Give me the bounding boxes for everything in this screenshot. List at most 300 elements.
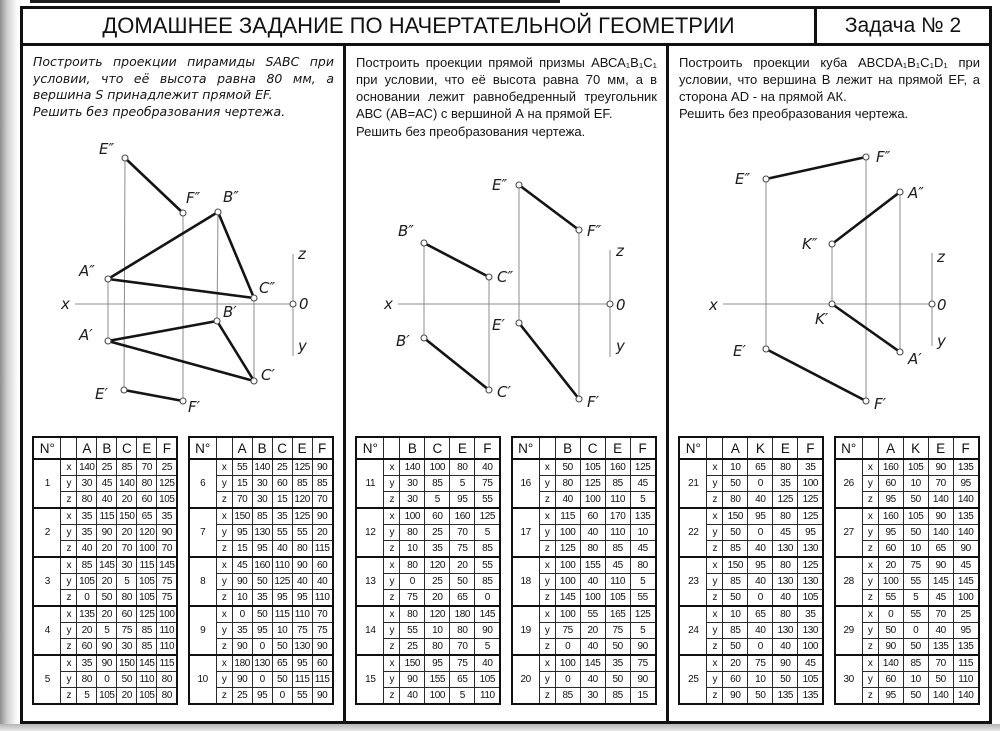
table-header-row — [356, 437, 500, 459]
coordinate-value: 60 — [580, 508, 605, 525]
coordinate-value: 140 — [953, 492, 979, 509]
point-label: B″ — [223, 188, 239, 206]
coordinate-value: 130 — [292, 639, 312, 656]
point-marker — [486, 387, 492, 393]
coordinate-value: 90 — [157, 525, 178, 541]
coordinate-value: 160 — [450, 508, 475, 525]
coordinate-value: 105 — [157, 492, 178, 509]
coordinate-value: 65 — [748, 459, 773, 476]
coordinate-value: 125 — [630, 606, 656, 623]
coordinate-value: 85 — [312, 476, 333, 492]
coordinate-value: 60 — [77, 639, 97, 656]
point-marker — [516, 182, 522, 188]
coordinate-value: 110 — [605, 525, 630, 541]
number-column-header: N° — [512, 437, 540, 459]
coordinate-value: 100 — [137, 541, 157, 558]
axis-row-label: x — [384, 508, 400, 525]
coordinate-value: 85 — [723, 623, 748, 639]
coordinate-value: 95 — [425, 655, 450, 672]
coordinate-value: 95 — [232, 525, 252, 541]
coordinate-value: 40 — [748, 574, 773, 590]
axis-row-label: z — [707, 492, 723, 509]
point-label: K″ — [802, 235, 818, 253]
table-row — [189, 508, 333, 525]
point-column-header: E — [137, 437, 157, 459]
coordinate-value: 10 — [425, 623, 450, 639]
axis-row-label: y — [707, 476, 723, 492]
coordinate-value: 60 — [137, 492, 157, 509]
coordinate-value: 60 — [312, 655, 333, 672]
scan-edge-artifact-left — [0, 0, 18, 731]
coordinate-value: 160 — [878, 459, 903, 476]
coordinate-value: 130 — [773, 574, 798, 590]
point-label: A″ — [79, 262, 95, 280]
coordinate-value: 55 — [272, 525, 292, 541]
coordinate-value: 50 — [928, 672, 953, 688]
scan-edge-artifact-bottom — [0, 724, 1000, 731]
point-label: E″ — [492, 176, 508, 194]
point-column-header: C — [117, 437, 137, 459]
coordinate-value: 105 — [798, 590, 824, 607]
coordinate-value: 0 — [748, 476, 773, 492]
coordinate-value: 45 — [97, 476, 117, 492]
point-label: E′ — [733, 342, 746, 360]
blank-header-cell — [862, 437, 878, 459]
coordinate-value: 45 — [630, 541, 656, 558]
origin-marker — [929, 301, 935, 307]
edge-line — [766, 157, 866, 179]
coordinate-value: 40 — [748, 541, 773, 558]
coordinate-value: 90 — [97, 639, 117, 656]
point-label: 0 — [616, 296, 626, 314]
axis-row-label: y — [384, 672, 400, 688]
coordinate-value: 130 — [773, 541, 798, 558]
coordinate-value: 40 — [928, 623, 953, 639]
coordinate-value: 125 — [798, 492, 824, 509]
axis-row-label: z — [61, 688, 77, 705]
coordinate-value: 40 — [97, 492, 117, 509]
axis-row-label: y — [216, 574, 232, 590]
coordinate-value: 135 — [953, 459, 979, 476]
axis-row-label: x — [862, 508, 878, 525]
coordinate-value: 70 — [232, 492, 252, 509]
problem-number: 17 — [512, 508, 540, 557]
point-column-header: B — [97, 437, 117, 459]
coordinate-value: 75 — [312, 623, 333, 639]
coordinate-value: 90 — [928, 557, 953, 574]
coordinate-value: 60 — [117, 606, 137, 623]
coordinate-value: 75 — [450, 655, 475, 672]
coordinate-value: 0 — [97, 672, 117, 688]
coordinate-value: 90 — [878, 639, 903, 656]
point-label: B′ — [223, 303, 237, 321]
coordinate-value: 5 — [475, 639, 501, 656]
coordinate-value: 70 — [928, 476, 953, 492]
problem-number: 23 — [679, 557, 707, 606]
coordinate-value: 55 — [630, 590, 656, 607]
coordinate-value: 55 — [232, 459, 252, 476]
point-column-header: A — [232, 437, 252, 459]
axis-row-label: y — [862, 574, 878, 590]
coordinate-value: 110 — [137, 672, 157, 688]
coordinate-value: 20 — [450, 557, 475, 574]
axis-row-label: y — [384, 623, 400, 639]
table-row — [356, 459, 500, 476]
coordinate-value: 140 — [400, 459, 425, 476]
coordinate-value: 40 — [475, 459, 501, 476]
problem-number: 15 — [356, 655, 384, 704]
coordinate-value: 120 — [425, 606, 450, 623]
coordinate-value: 55 — [292, 525, 312, 541]
coordinate-value: 25 — [953, 606, 979, 623]
coordinate-value: 80 — [773, 557, 798, 574]
coordinate-value: 35 — [773, 476, 798, 492]
coordinate-value: 90 — [953, 541, 979, 558]
coordinate-value: 100 — [425, 459, 450, 476]
axis-row-label: y — [61, 525, 77, 541]
coordinate-value: 85 — [555, 688, 580, 705]
axis-row-label: z — [707, 688, 723, 705]
coordinate-tables — [346, 436, 666, 705]
coordinate-value: 40 — [773, 639, 798, 656]
coordinate-value: 5 — [630, 623, 656, 639]
axis-row-label: z — [862, 541, 878, 558]
axis-row-label: y — [707, 672, 723, 688]
table-row — [679, 508, 823, 525]
coordinate-value: 80 — [555, 476, 580, 492]
problem-text — [669, 46, 989, 123]
coordinate-value: 60 — [878, 476, 903, 492]
coordinate-value: 35 — [798, 459, 824, 476]
coordinate-value: 115 — [953, 655, 979, 672]
point-marker — [863, 398, 869, 404]
origin-marker — [607, 301, 613, 307]
coordinate-value: 30 — [77, 476, 97, 492]
coordinate-value: 40 — [580, 574, 605, 590]
coordinate-value: 95 — [292, 655, 312, 672]
table-row — [679, 459, 823, 476]
coordinate-value: 75 — [555, 623, 580, 639]
coordinate-value: 135 — [798, 688, 824, 705]
coordinate-value: 160 — [878, 508, 903, 525]
coordinate-value: 5 — [630, 574, 656, 590]
coordinate-value: 80 — [580, 541, 605, 558]
coordinate-value: 75 — [475, 476, 501, 492]
coordinate-value: 160 — [605, 459, 630, 476]
coordinate-value: 5 — [97, 623, 117, 639]
coordinate-value: 110 — [475, 688, 501, 705]
point-label: C′ — [261, 366, 275, 384]
coordinate-value: 0 — [252, 639, 272, 656]
coordinate-value: 105 — [137, 688, 157, 705]
coordinate-value: 0 — [77, 590, 97, 607]
point-label: y — [616, 337, 625, 355]
axis-row-label: z — [216, 541, 232, 558]
coordinate-value: 5 — [425, 492, 450, 509]
coordinate-value: 140 — [928, 492, 953, 509]
coordinate-value: 125 — [475, 508, 501, 525]
coordinate-tables — [669, 436, 989, 705]
axis-row-label: z — [384, 639, 400, 656]
coordinate-value: 20 — [425, 590, 450, 607]
coordinate-value: 145 — [475, 606, 501, 623]
coordinate-value: 110 — [272, 557, 292, 574]
coordinate-value: 40 — [748, 492, 773, 509]
point-label: C″ — [497, 268, 514, 286]
point-marker — [863, 154, 869, 160]
axis-row-label: z — [539, 541, 555, 558]
axis-row-label: x — [862, 557, 878, 574]
coordinate-value: 95 — [878, 688, 903, 705]
coordinate-value: 45 — [928, 590, 953, 607]
axis-row-label: z — [862, 639, 878, 656]
coordinate-value: 20 — [723, 655, 748, 672]
coordinate-value: 90 — [400, 672, 425, 688]
coordinate-value: 15 — [630, 688, 656, 705]
coordinate-value: 85 — [77, 557, 97, 574]
axis-row-label: y — [216, 476, 232, 492]
axis-row-label: y — [61, 623, 77, 639]
coordinate-value: 140 — [77, 459, 97, 476]
table-row — [512, 606, 656, 623]
point-marker — [763, 176, 769, 182]
problem-statement: Построить проекции прямой призмы АВСА₁В₁С₁ при условии, что её высота равна 70 мм, а в основании лежит равнобедренный треугольник АВС (АВ=АС) с вершиной А на прямой EF. — [356, 55, 657, 122]
coordinate-value: 85 — [252, 508, 272, 525]
coordinate-value: 80 — [157, 688, 178, 705]
point-label: B″ — [398, 222, 414, 240]
coordinate-value: 60 — [272, 476, 292, 492]
coordinate-value: 85 — [137, 639, 157, 656]
coordinate-value: 20 — [77, 623, 97, 639]
coordinate-value: 140 — [252, 459, 272, 476]
axis-row-label: y — [707, 525, 723, 541]
coordinate-value: 40 — [272, 541, 292, 558]
coordinate-value: 50 — [450, 574, 475, 590]
coordinate-table — [188, 436, 334, 705]
coordinate-value: 90 — [232, 672, 252, 688]
coordinate-value: 0 — [400, 574, 425, 590]
coordinate-value: 75 — [450, 541, 475, 558]
problem-number: 1 — [33, 459, 61, 508]
coordinate-value: 115 — [312, 541, 333, 558]
table-row — [835, 459, 979, 476]
coordinate-value: 75 — [157, 590, 178, 607]
coordinate-value: 85 — [475, 574, 501, 590]
axis-row-label: y — [862, 623, 878, 639]
number-column-header: N° — [835, 437, 863, 459]
coordinate-value: 0 — [748, 639, 773, 656]
coordinate-value: 110 — [157, 623, 178, 639]
coordinate-value: 80 — [157, 672, 178, 688]
table-row — [189, 557, 333, 574]
coordinate-value: 65 — [748, 606, 773, 623]
coordinate-value: 115 — [97, 508, 117, 525]
coordinate-value: 105 — [137, 590, 157, 607]
coordinate-value: 40 — [580, 525, 605, 541]
axis-row-label: x — [61, 606, 77, 623]
point-label: E″ — [735, 170, 751, 188]
coordinate-value: 90 — [312, 639, 333, 656]
coordinate-value: 100 — [425, 688, 450, 705]
coordinate-value: 0 — [232, 606, 252, 623]
axis-row-label: x — [216, 459, 232, 476]
axis-row-label: y — [61, 672, 77, 688]
scan-edge-artifact-top — [30, 0, 560, 3]
axis-row-label: z — [384, 492, 400, 509]
blank-header-cell — [61, 437, 77, 459]
problem-statement: Построить проекции куба ABCDA₁B₁C₁D₁ при условии, что вершина В лежит на прямой EF, а сторона AD - на прямой АК. — [679, 55, 980, 105]
coordinate-value: 25 — [97, 459, 117, 476]
axis-row-label: x — [384, 557, 400, 574]
coordinate-value: 100 — [555, 557, 580, 574]
coordinate-value: 95 — [272, 590, 292, 607]
point-marker — [180, 210, 186, 216]
axis-row-label: z — [707, 590, 723, 607]
edge-line — [218, 212, 254, 298]
problem-number: 26 — [835, 459, 863, 508]
axis-row-label: z — [539, 639, 555, 656]
table-row — [189, 606, 333, 623]
point-marker — [763, 346, 769, 352]
axis-row-label: z — [216, 492, 232, 509]
coordinate-value: 155 — [425, 672, 450, 688]
table-row — [835, 508, 979, 525]
coordinate-value: 70 — [928, 606, 953, 623]
coordinate-value: 130 — [798, 574, 824, 590]
coordinate-value: 75 — [748, 655, 773, 672]
point-column-header: A — [77, 437, 97, 459]
coordinate-value: 80 — [292, 541, 312, 558]
coordinate-value: 75 — [903, 557, 928, 574]
coordinate-value: 0 — [878, 606, 903, 623]
coordinate-value: 90 — [97, 525, 117, 541]
table-row — [356, 557, 500, 574]
coordinate-value: 75 — [292, 623, 312, 639]
point-column-header: E — [605, 437, 630, 459]
axis-row-label: x — [707, 508, 723, 525]
axis-row-label: y — [61, 574, 77, 590]
axis-row-label: y — [707, 623, 723, 639]
coordinate-value: 80 — [773, 606, 798, 623]
coordinate-value: 60 — [878, 541, 903, 558]
coordinate-value: 80 — [400, 525, 425, 541]
coordinate-value: 30 — [252, 476, 272, 492]
coordinate-value: 80 — [723, 492, 748, 509]
point-label: A′ — [79, 326, 93, 344]
axis-row-label: z — [216, 688, 232, 705]
coordinate-value: 105 — [798, 672, 824, 688]
coordinate-value: 0 — [903, 623, 928, 639]
point-marker — [897, 349, 903, 355]
coordinate-value: 65 — [928, 541, 953, 558]
table-row — [33, 655, 177, 672]
coordinate-value: 65 — [137, 508, 157, 525]
coordinate-value: 85 — [425, 476, 450, 492]
coordinate-value: 105 — [903, 459, 928, 476]
coordinate-value: 30 — [117, 639, 137, 656]
problem-number: 5 — [33, 655, 61, 704]
problem-number: 7 — [189, 508, 217, 557]
coordinate-value: 55 — [903, 574, 928, 590]
coordinate-value: 80 — [117, 590, 137, 607]
coordinate-value: 50 — [97, 590, 117, 607]
number-column-header: N° — [33, 437, 61, 459]
coordinate-value: 95 — [878, 492, 903, 509]
coordinate-table — [511, 436, 657, 705]
coordinate-value: 10 — [400, 541, 425, 558]
problem-text — [346, 46, 666, 140]
edge-line — [766, 349, 866, 401]
point-column-header: F — [798, 437, 824, 459]
coordinate-value: 50 — [272, 639, 292, 656]
coordinate-value: 180 — [450, 606, 475, 623]
coordinate-value: 50 — [605, 672, 630, 688]
coordinate-value: 100 — [400, 508, 425, 525]
point-label: A′ — [908, 350, 922, 368]
coordinate-value: 145 — [580, 655, 605, 672]
coordinate-value: 0 — [555, 672, 580, 688]
coordinate-value: 105 — [605, 590, 630, 607]
problem-number: 24 — [679, 606, 707, 655]
coordinate-value: 120 — [425, 557, 450, 574]
coordinate-value: 55 — [475, 492, 501, 509]
coordinate-value: 55 — [878, 590, 903, 607]
coordinate-value: 115 — [555, 508, 580, 525]
coordinate-value: 105 — [580, 459, 605, 476]
coordinate-value: 125 — [157, 476, 178, 492]
coordinate-value: 110 — [953, 672, 979, 688]
coordinate-value: 150 — [117, 508, 137, 525]
table-header-row — [835, 437, 979, 459]
coordinate-value: 20 — [878, 557, 903, 574]
coordinate-value: 40 — [312, 574, 333, 590]
diagram-container — [669, 136, 989, 428]
coordinate-value: 20 — [117, 492, 137, 509]
axis-row-label: z — [539, 590, 555, 607]
point-marker — [829, 241, 835, 247]
point-column-header: B — [555, 437, 580, 459]
axis-row-label: x — [384, 459, 400, 476]
coordinate-value: 0 — [475, 590, 501, 607]
coordinate-value: 35 — [157, 508, 178, 525]
axis-row-label: y — [216, 623, 232, 639]
coordinate-value: 95 — [878, 525, 903, 541]
axis-row-label: y — [862, 476, 878, 492]
coordinate-value: 5 — [475, 525, 501, 541]
axis-row-label: y — [707, 574, 723, 590]
axis-row-label: x — [216, 655, 232, 672]
coordinate-value: 35 — [425, 541, 450, 558]
coordinate-value: 100 — [555, 525, 580, 541]
point-marker — [215, 209, 221, 215]
point-label: A″ — [908, 184, 924, 202]
coordinate-value: 130 — [252, 525, 272, 541]
coordinate-value: 125 — [580, 476, 605, 492]
coordinate-value: 110 — [312, 590, 333, 607]
point-label: F′ — [587, 393, 600, 411]
coordinate-value: 100 — [798, 639, 824, 656]
axis-row-label: y — [384, 574, 400, 590]
problem-number: 9 — [189, 606, 217, 655]
point-label: E′ — [492, 316, 505, 334]
coordinate-value: 125 — [798, 557, 824, 574]
coordinate-value: 65 — [450, 672, 475, 688]
projection-connector-line — [124, 158, 125, 390]
coordinate-value: 85 — [475, 541, 501, 558]
axis-row-label: z — [384, 688, 400, 705]
coordinate-value: 70 — [157, 541, 178, 558]
coordinate-value: 30 — [580, 688, 605, 705]
